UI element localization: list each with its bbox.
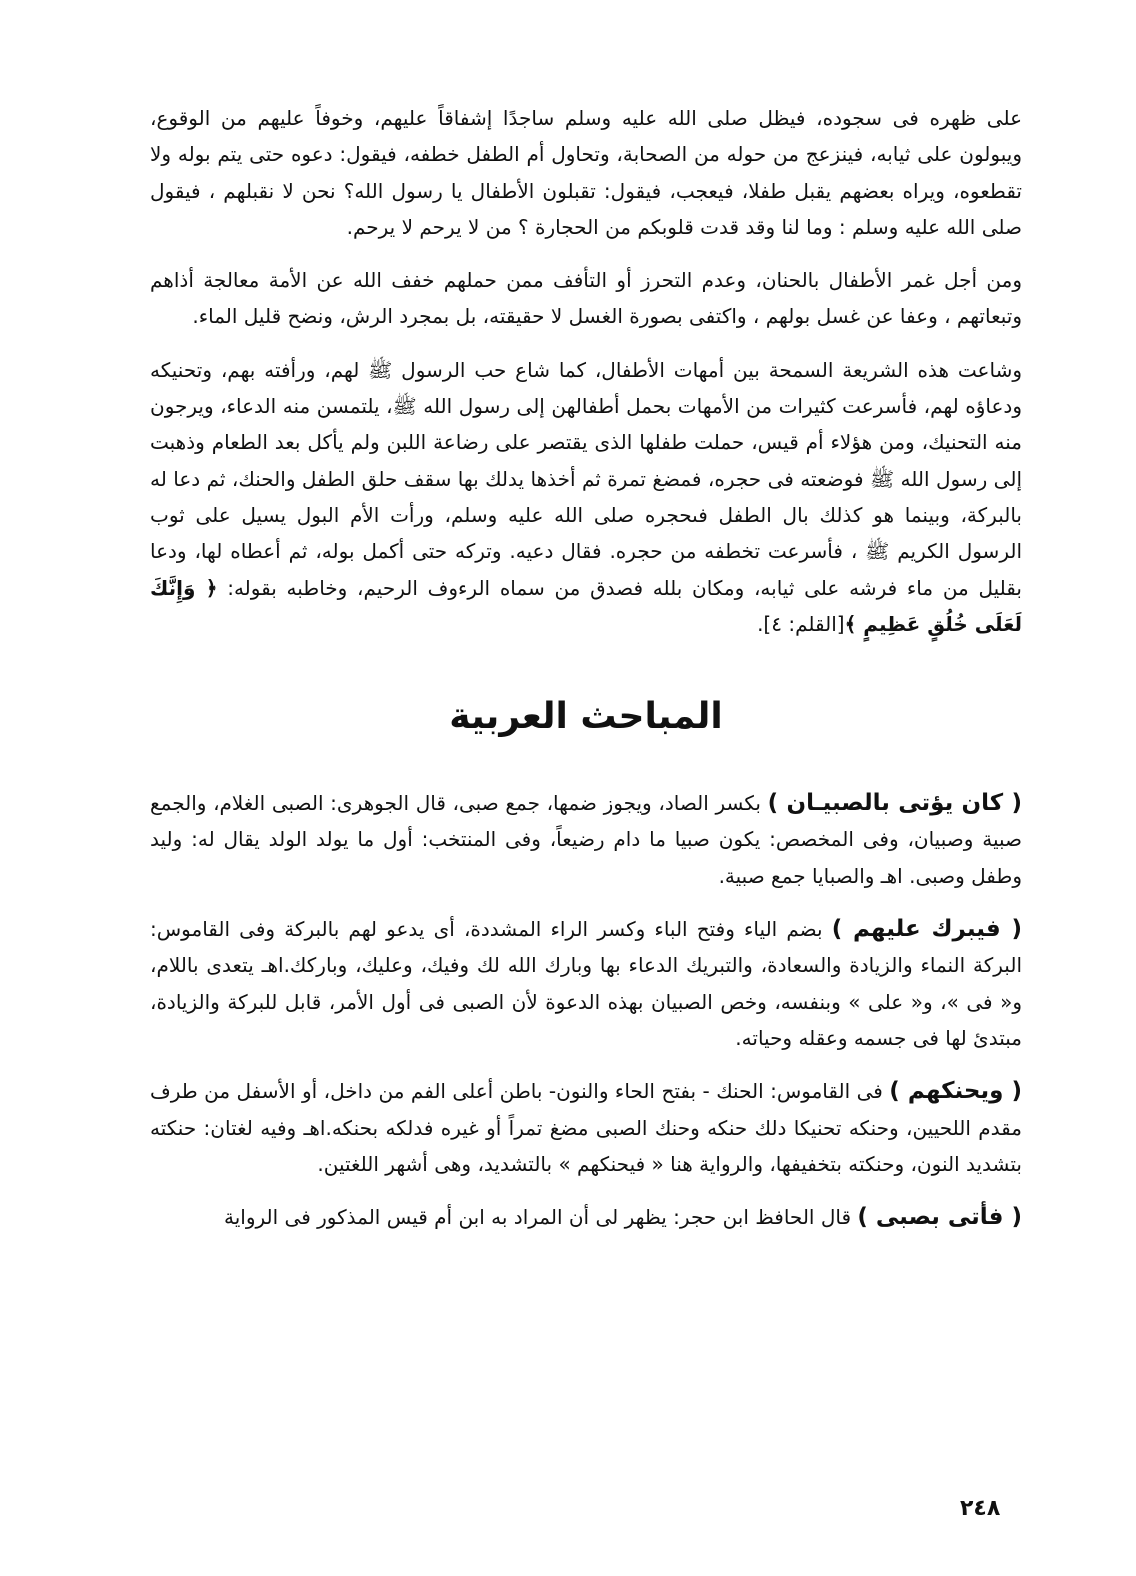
entry-4-text: قال الحافظ ابن حجر: يظهر لى أن المراد به ابن أم قيس المذكور فى الرواية [223, 1205, 852, 1230]
entry-3-text: فى القاموس: الحنك - بفتح الحاء والنون- باطن أعلى الفم من داخل، أو الأسفل من طرف مقدم اللحيين، وحنكه تحنيكا دلك حنكه وحنك الصبى مضغ تمراً أو غيره فدلكه بحنكه.اهـ وفيه لغتان: حنكته بتشديد النون، وحنكته بتخفيفها، والرواية هنا « فيحنكهم » بالتشديد، وهى أشهر اللغتين. [150, 1079, 1022, 1176]
verse-reference: [القلم: ٤]. [757, 611, 845, 636]
page-number: ٢٤٨ [960, 1496, 1001, 1521]
section-title: المباحث العربية [449, 696, 723, 738]
entry-2 [150, 911, 1022, 1056]
paragraph-3-text: وشاعت هذه الشريعة السمحة بين أمهات الأطفال، كما شاع حب الرسول ﷺ لهم، ورأفته بهم، وتحنيكه ودعاؤه لهم، فأسرعت كثيرات من الأمهات بحمل أطفالهن إلى رسول الله ﷺ، يلتمسن منه الدعاء، ويرجون منه التحنيك، ومن هؤلاء أم قيس، حملت طفلها الذى يقتصر على رضاعة اللبن ولم يأكل بعد الطعام وذهبت إلى رسول الله ﷺ فوضعته فى حجره، فمضغ تمرة ثم أخذها يدلك بها سقف حلق الطفل والحنك، ثم دعا له بالبركة، وبينما هو كذلك بال الطفل فىحجره صلى الله عليه وسلم، ورأت الأم البول يسيل على ثوب الرسول الكريم ﷺ ، فأسرعت تخطفه من حجره. فقال دعيه. وتركه حتى أكمل بوله، ثم أعطاه لها، ودعا بقليل من ماء فرشه على ثيابه، ومكان بلله فصدق من سماه الرءوف الرحيم، وخاطبه بقوله: [150, 357, 1022, 600]
entry-2-term: ( فيبرك عليهم ) [831, 916, 1022, 943]
paragraph-1: على ظهره فى سجوده، فيظل صلى الله عليه وسلم ساجدًا إشفاقاً عليهم، وخوفاً عليهم من الوقوع، ويبولون على ثيابه، فينزعج من حوله من الصحابة، وتحاول أم الطفل خطفه، فيقول: دعوه حتى يتم بوله ولا تقطعوه، ويراه بعضهم يقبل طفلا، فيعجب، فيقول: تقبلون الأطفال يا رسول الله؟ نحن لا نقبلهم ، فيقول صلى الله عليه وسلم : وما لنا وقد قدت قلوبكم من الحجارة ؟ من لا يرحم لا يرحم. [150, 106, 1022, 239]
entry-3 [150, 1073, 1022, 1182]
entry-4 [150, 1199, 1022, 1235]
page-content [150, 100, 1022, 1252]
entry-4-term: ( فأتى بصبى ) [857, 1204, 1022, 1231]
quran-verse: ﴿ وَإِنَّكَ لَعَلَى خُلُقٍ عَظِيمٍ ﴾ [150, 575, 1022, 636]
paragraph-2: ومن أجل غمر الأطفال بالحنان، وعدم التحرز أو التأفف ممن حملهم خفف الله عن الأمة معالجة أذاهم وتبعاتهم ، وعفا عن غسل بولهم ، واكتفى بصورة الغسل لا حقيقته، بل بمجرد الرش، ونضح قليل الماء. [150, 268, 1022, 329]
entry-3-term: ( ويحنكهم ) [889, 1078, 1023, 1105]
entry-1-term: ( كان يؤتى بالصبيـان ) [767, 790, 1022, 817]
entry-1 [150, 785, 1022, 894]
entry-2-text: بضم الياء وفتح الباء وكسر الراء المشددة، أى يدعو لهم بالبركة وفى القاموس: البركة النماء والزيادة والسعادة، والتبريك الدعاء بها وبارك الله لك وفيك، وعليك، وباركك.اهـ يتعدى باللام، و« فى »، و« على » وبنفسه، وخص الصبيان بهذه الدعوة لأن الصبى فى أول الأمر، قابل للبركة والزيادة، مبتدئ لها فى جسمه وعقله وحياته. [150, 917, 1022, 1050]
entry-1-text: بكسر الصاد، ويجوز ضمها، جمع صبى، قال الجوهرى: الصبى الغلام، والجمع صبية وصبيان، وفى المخصص: يكون صبيا ما دام رضيعاً، وفى المنتخب: أول ما يولد الولد يقال له: وليد وطفل وصبى. اهـ والصبايا جمع صبية. [150, 791, 1022, 888]
paragraph-3 [150, 352, 1022, 642]
